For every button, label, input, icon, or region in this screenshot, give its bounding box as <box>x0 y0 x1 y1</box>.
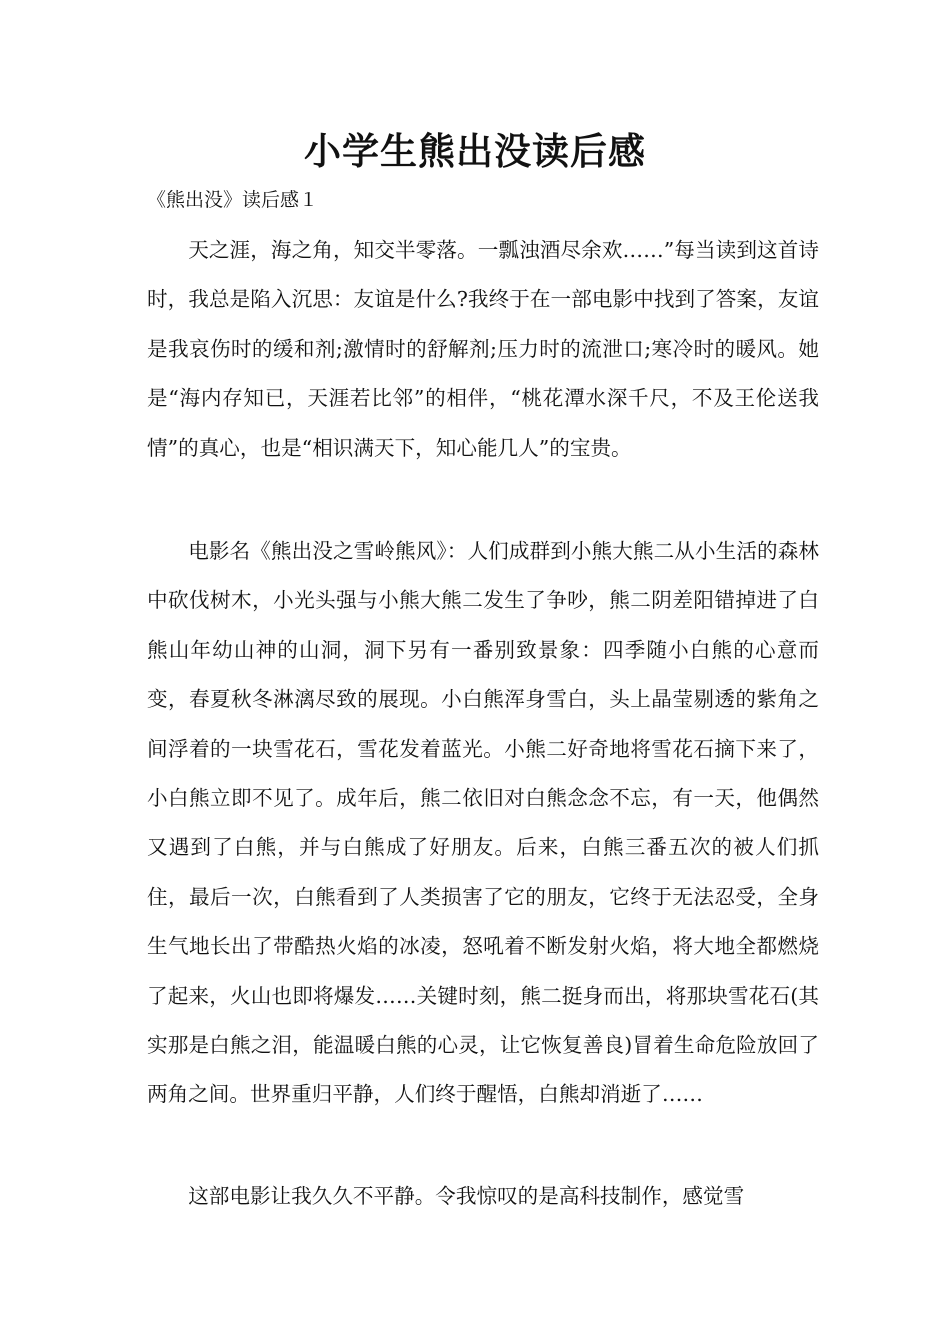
paragraph-2: 电影名《熊出没之雪岭熊风》：人们成群到小熊大熊二从小生活的森林中砍伐树木，小光头强与小熊大熊二发生了争吵，熊二阴差阳错掉进了白熊山年幼山神的山洞，洞下另有一番别致景象：四季随小白熊的心意而变，春夏秋冬淋漓尽致的展现。小白熊浑身雪白，头上晶莹剔透的紫角之间浮着的一块雪花石，雪花发着蓝光。小熊二好奇地将雪花石摘下来了，小白熊立即不见了。成年后，熊二依旧对白熊念念不忘，有一天，他偶然又遇到了白熊，并与白熊成了好朋友。后来，白熊三番五次的被人们抓住，最后一次，白熊看到了人类损害了它的朋友，它终于无法忍受，全身生气地长出了带酷热火焰的冰凌，怒吼着不断发射火焰，将大地全都燃烧了起来，火山也即将爆发……关键时刻，熊二挺身而出，将那块雪花石(其实那是白熊之泪，能温暖白熊的心灵，让它恢复善良)冒着生命危险放回了两角之间。世界重归平静，人们终于醒悟，白熊却消逝了…… <box>147 539 819 1107</box>
section-heading: 《熊出没》读后感１ <box>147 189 319 211</box>
paragraph-1: 天之涯，海之角，知交半零落。一瓢浊酒尽余欢……”每当读到这首诗时，我总是陷入沉思：友谊是什么?我终于在一部电影中找到了答案，友谊是我哀伤时的缓和剂;激情时的舒解剂;压力时的流泄口;寒冷时的暖风。她是“海内存知已，天涯若比邻”的相伴，“桃花潭水深千尺，不及王伦送我情”的真心，也是“相识满天下，知心能几人”的宝贵。 <box>147 238 819 460</box>
document-title: 小学生熊出没读后感 <box>304 130 646 173</box>
paragraph-3: 这部电影让我久久不平静。令我惊叹的是高科技制作，感觉雪 <box>188 1184 745 1208</box>
